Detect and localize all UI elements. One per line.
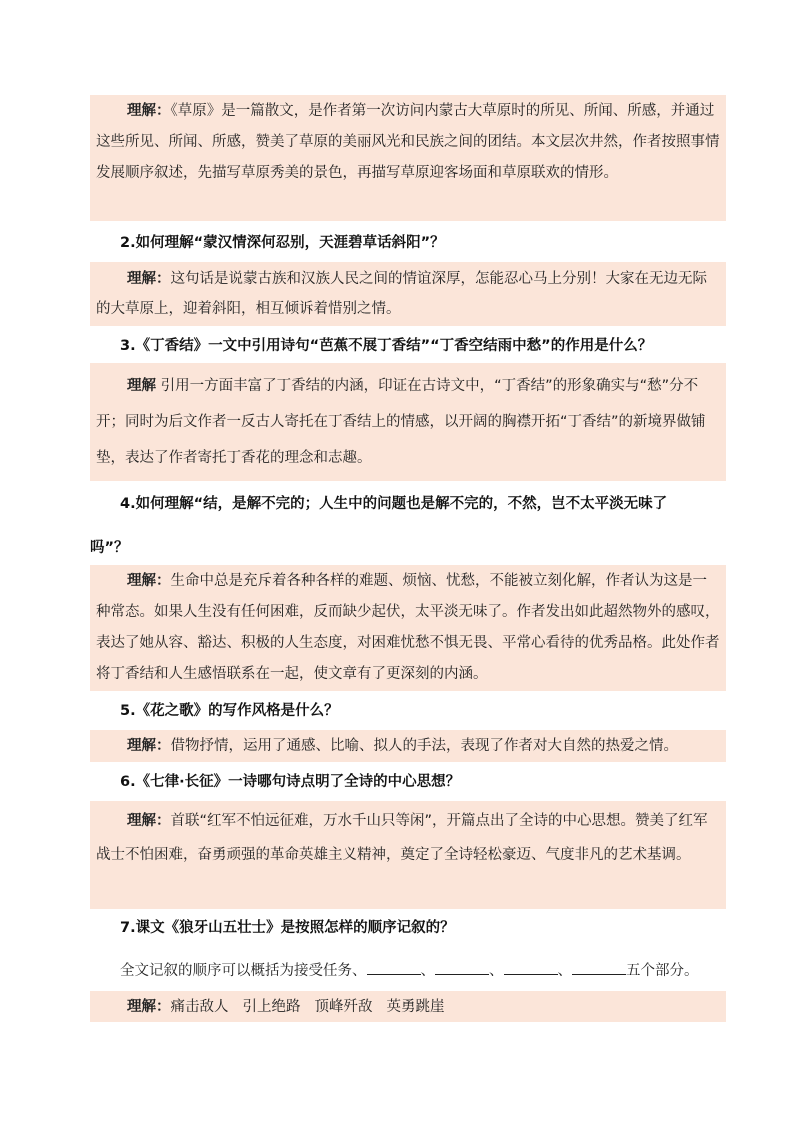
- question-5: 5.《花之歌》的写作风格是什么？: [120, 703, 339, 719]
- question-7: 7.课文《狼牙山五壮士》是按照怎样的顺序记叙的？: [120, 920, 455, 936]
- question-3: 3.《丁香结》一文中引用诗句“芭蕉不展丁香结”“丁香空结雨中愁”的作用是什么？: [120, 338, 653, 354]
- blank-3: [504, 960, 558, 975]
- answer-5: 理解：借物抒情，运用了通感、比喻、拟人的手法，表现了作者对大自然的热爱之情。: [127, 738, 678, 754]
- blank-2: [435, 960, 489, 975]
- question-4-line-1: 4.如何理解“结，是解不完的；人生中的问题也是解不完的，不然，岂不太平淡无味了: [120, 496, 668, 512]
- answer-1: 理解：《草原》是一篇散文，是作者第一次访问内蒙古大草原时的所见、所闻、所感，并通过这些所见、所闻、所感，赞美了草原的美丽风光和民族之间的团结。本文层次井然，作者按照事情发展顺序叙述，先描写草原秀美的景色，再描写草原迎客场面和草原联欢的情形。: [96, 103, 720, 181]
- answer-4: 理解：生命中总是充斥着各种各样的难题、烦恼、忧愁，不能被立刻化解，作者认为这是一种常态。如果人生没有任何困难，反而缺少起伏，太平淡无味了。作者发出如此超然物外的感叹，表达了她从容、豁达、积极的人生态度，对困难忧愁不惧无畏、平常心看待的优秀品格。此处作者将丁香结和人生感悟联系在一起，使文章有了更深刻的内涵。: [96, 573, 720, 682]
- answer-box-2: [90, 262, 726, 326]
- answer-box-1: [90, 95, 726, 221]
- answer-box-3: [90, 363, 726, 481]
- question-6: 6.《七律·长征》一诗哪句诗点明了全诗的中心思想？: [120, 774, 461, 790]
- answer-2: 理解：这句话是说蒙古族和汉族人民之间的情谊深厚，怎能忍心马上分别！大家在无边无际的大草原上，迎着斜阳，相互倾诉着惜别之情。: [96, 271, 707, 317]
- question-4-line-2: 吗”？: [90, 540, 129, 556]
- blank-1: [367, 960, 421, 975]
- answer-box-4: [90, 565, 726, 691]
- answer-box-7: [90, 991, 726, 1022]
- answer-3: 理解 引用一方面丰富了丁香结的内涵，印证在古诗文中，“丁香结”的形象确实与“愁”分不开；同时为后文作者一反古人寄托在丁香结上的情感，以开阔的胸襟开拓“丁香结”的新境界做铺垫，表达了作者寄托丁香花的理念和志趣。: [96, 378, 706, 466]
- answer-box-6: [90, 801, 726, 909]
- blank-4: [572, 960, 626, 975]
- fill-in-sentence: 全文记叙的顺序可以概括为接受任务、 、 、 、 五个部分。: [120, 960, 730, 981]
- answer-6: 理解：首联“红军不怕远征难，万水千山只等闲”，开篇点出了全诗的中心思想。赞美了红军战士不怕困难，奋勇顽强的革命英雄主义精神，奠定了全诗轻松豪迈、气度非凡的艺术基调。: [96, 813, 708, 863]
- answer-box-5: [90, 730, 726, 762]
- answer-7: 理解：痛击敌人 引上绝路 顶峰歼敌 英勇跳崖: [127, 999, 445, 1015]
- question-2: 2.如何理解“蒙汉情深何忍别，天涯碧草话斜阳”？: [120, 235, 445, 251]
